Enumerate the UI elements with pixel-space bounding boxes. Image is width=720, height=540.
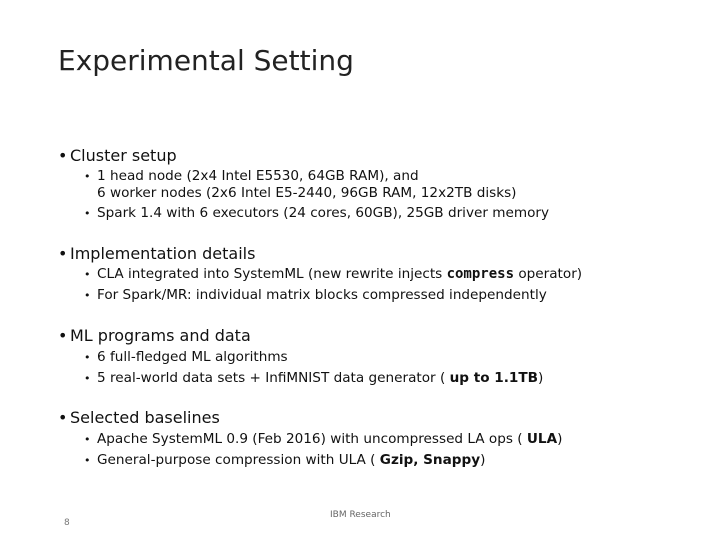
bold-term: ULA [526, 431, 558, 447]
bullet-selected-baselines [58, 408, 220, 427]
sub-bullet-compression [84, 452, 485, 469]
bullet-icon: • [84, 433, 91, 446]
sub-bullet-text: General-purpose compression with ULA ( [97, 452, 380, 468]
sub-bullet-text: CLA integrated into SystemML (new rewrite injects [97, 266, 447, 282]
sub-bullet-systemml [84, 431, 562, 448]
sub-bullet-text-end: ) [480, 452, 486, 468]
sub-bullet-text: 6 full-fledged ML algorithms [97, 349, 288, 365]
sub-bullet-text: Spark 1.4 with 6 executors (24 cores, 60GB), 25GB driver memory [97, 205, 550, 221]
sub-bullet-text-end: ) [557, 431, 563, 447]
sub-bullet-cla [84, 266, 582, 283]
sub-bullet-spark-mr [84, 287, 547, 304]
sub-bullet-head-node [84, 168, 516, 201]
bullet-icon: • [58, 326, 68, 345]
sub-bullet-continuation: 6 worker nodes (2x6 Intel E5-2440, 96GB RAM, 12x2TB disks) [97, 185, 517, 201]
section-heading: Implementation details [70, 244, 256, 263]
bullet-icon: • [84, 207, 91, 220]
sub-bullet-text: For Spark/MR: individual matrix blocks compressed independently [97, 287, 547, 303]
section-heading: Selected baselines [70, 408, 220, 427]
sub-bullet-algorithms [84, 349, 288, 366]
sub-bullet-text: 5 real-world data sets + InfiMNIST data generator ( [97, 370, 450, 386]
bullet-ml-programs [58, 326, 251, 345]
bullet-implementation-details [58, 244, 255, 263]
bullet-icon: • [84, 454, 91, 467]
bullet-icon: • [84, 170, 91, 183]
bullet-icon: • [84, 268, 91, 281]
sub-bullet-text-end: ) [538, 370, 544, 386]
bullet-icon: • [58, 146, 68, 165]
bullet-icon: • [84, 351, 91, 364]
bold-term: up to 1.1TB [449, 370, 539, 386]
code-term: compress [446, 266, 514, 282]
footer-text: IBM Research [330, 510, 391, 520]
bullet-icon: • [84, 372, 91, 385]
sub-bullet-datasets [84, 370, 543, 387]
bullet-icon: • [58, 244, 68, 263]
sub-bullet-text-end: operator) [514, 266, 583, 282]
sub-bullet-spark [84, 205, 549, 222]
bullet-icon: • [84, 289, 91, 302]
sub-bullet-text: Apache SystemML 0.9 (Feb 2016) with uncompressed LA ops ( [97, 431, 527, 447]
bullet-cluster-setup [58, 146, 177, 165]
section-heading: Cluster setup [70, 146, 177, 165]
bullet-icon: • [58, 408, 68, 427]
sub-bullet-text: 1 head node (2x4 Intel E5530, 64GB RAM), and [97, 168, 419, 184]
bold-term: Gzip, Snappy [379, 452, 481, 468]
section-heading: ML programs and data [70, 326, 251, 345]
slide-title: Experimental Setting [58, 44, 354, 77]
page-number: 8 [64, 518, 70, 528]
